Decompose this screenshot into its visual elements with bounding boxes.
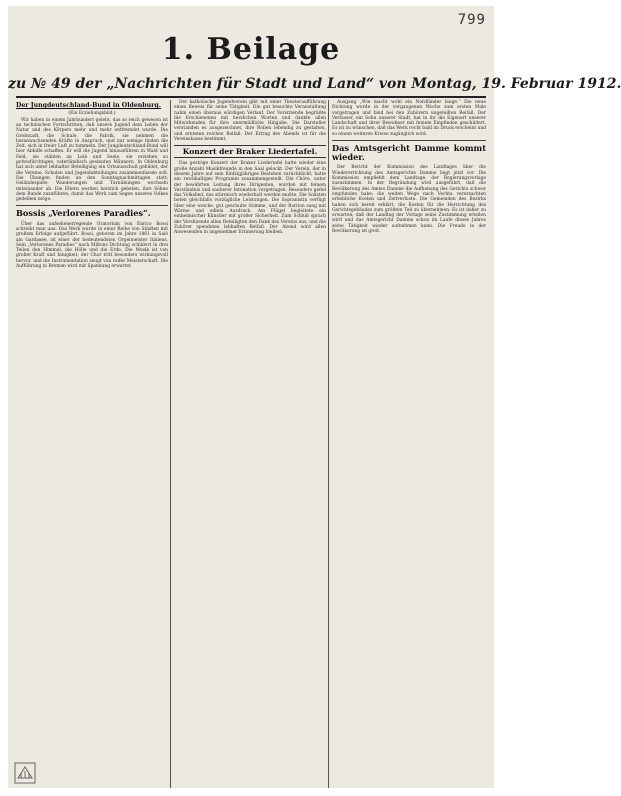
article-body-jugendverein: Der katholische Jugendverein gibt mit einer Theateraufführung einen Beweis für seine Tätigkeit. Die gut besuchte Veranstaltung nahm einen überaus würdigen Verlauf. Der Vorsitzende begrüßte die Erschienenen mit herzlichen Worten und dankte allen Mitwirkenden für ihre unermüdliche Hingabe. Die Darsteller verstanden es ausgezeichnet, ihre Rollen lebendig zu gestalten, und ernteten reichen Beifall. Der Ertrag des Abends ist für die Vereinskasse bestimmt.	[174, 100, 326, 143]
title-rule	[16, 96, 486, 98]
page-subtitle: zu № 49 der „Nachrichten für Stadt und Land“ von Montag, 19. Februar 1912.	[8, 76, 621, 92]
article-divider	[16, 205, 168, 206]
article-body-amtsgericht: Der Bericht der Kommission des Landtages über die Wiedererrichtung des Amtsgerichts Damme liegt jetzt vor. Die Kommission empfiehlt dem Landtage, der Regierungsvorlage zuzustimmen. In der Begründung wird ausgeführt, daß die Bevölkerung des Amtes Damme die Aufhebung des Gerichts schwer empfunden habe; die weiten Wege nach Vechta verursachten erhebliche Kosten und Zeitverluste. Die Gemeinden des Bezirks haben sich bereit erklärt, die Kosten für die Herrichtung des Gerichtsgebäudes zum größten Teil zu übernehmen. Es ist daher zu erwarten, daß der Landtag der Vorlage seine Zustimmung erteilen wird und das Amtsgericht Damme schon im Laufe dieses Jahres seine Tätigkeit wieder aufnehmen kann. Die Freude in der Bevölkerung ist groß.	[332, 165, 486, 235]
column-left	[16, 100, 168, 788]
article-body-bossi: Über das aufsehenerregende Oratorium von Enrico Bossi schreibt man uns: Das Werk wurde in einer Reihe von Städten mit großem Erfolge aufgeführt. Bossi, geboren im Jahre 1861 in Salò am Gardasee, ist einer der bedeutendsten Orgelmeister Italiens. Sein „Verlorenes Paradies“ nach Miltons Dichtung schildert in drei Teilen den Himmel, die Hölle und die Erde. Die Musik ist von großer Kraft und Innigkeit; der Chor tritt besonders wirkungsvoll hervor, und die Instrumentation zeugt von reifer Meisterschaft. Die Aufführung in Bremen wird mit Spannung erwartet.	[16, 221, 168, 270]
library-stamp-icon	[14, 762, 36, 784]
page-number: 799	[457, 12, 486, 28]
column-separator	[170, 100, 171, 788]
article-body-dichtung: Ausgang „Wie macht wohl ein Nordländer lange.“ Die neue Dichtung wurde in der vergangenen Woche zum ersten Male vorgetragen und fand bei den Zuhörern ungeteilten Beifall. Der Verfasser, ein Sohn unserer Stadt, hat in ihr die Eigenart unserer Landschaft und ihrer Bewohner mit feinem Empfinden geschildert. Es ist zu wünschen, daß das Werk recht bald im Druck erscheint und so einem weiteren Kreise zugänglich wird.	[332, 100, 486, 137]
article-heading-jungdeutschland: Der Jungdeutschland-Bund in Oldenburg.	[16, 102, 161, 109]
article-heading-amtsgericht: Das Amtsgericht Damme kommt wieder.	[332, 143, 486, 163]
article-divider	[332, 140, 486, 141]
article-heading-liedertafel: Konzert der Braker Liedertafel.	[174, 145, 326, 158]
column-separator	[328, 100, 329, 788]
article-body-liedertafel: Das gestrige Konzert der Braker Liedertafel hatte wieder eine große Anzahl Musikfreunde in den Saal gelockt. Der Verein, der in diesem Jahre auf sein fünfzigjähriges Bestehen zurückblickt, hatte ein reichhaltiges Programm zusammengestellt. Die Chöre, unter der bewährten Leitung ihres Dirigenten, wurden mit feinem Verständnis und sauberer Intonation vorgetragen. Besonders gefiel das Volkslied, das stürmisch wiederholt werden mußte. Die Solisten boten gleichfalls vorzügliche Leistungen. Die Sopranistin verfügt über eine weiche, gut geschulte Stimme, und der Bariton sang mit Wärme und edlem Ausdruck. Am Flügel begleitete ein einheimischer Künstler mit großer Sicherheit. Zum Schluß sprach der Vorsitzende allen Beteiligten den Dank des Vereins aus, und die Zuhörer spendeten lebhaften Beifall. Der Abend wird allen Anwesenden in angenehmer Erinnerung bleiben.	[174, 161, 326, 236]
newspaper-page	[8, 6, 621, 788]
column-right	[332, 100, 486, 788]
article-heading-note: (Ein Erziehungsbild.)	[68, 111, 116, 117]
article-heading-bossi: Bossis „Verlorenes Paradies“.	[16, 208, 151, 219]
column-middle	[174, 100, 326, 788]
page-title: 1. Beilage	[161, 32, 341, 67]
article-body-jungdeutschland: Wir haben in einem Jahrhundert gelebt, das so reich gewesen ist an technischen Fortschritten, daß unsere Jugend dem Leben der Natur und des Körpers mehr und mehr entfremdet wurde. Die Großstadt, die Schule, die Fabrik, sie nehmen die heranwachsenden Kräfte in Anspruch, und nur wenige finden die Zeit, sich in freier Luft zu tummeln. Der Jungdeutschland-Bund will hier Abhilfe schaffen. Er will die Jugend hinausführen in Wald und Feld, sie stählen an Leib und Seele, sie erziehen zu gottesfürchtigen, vaterländisch gesinnten Männern. In Oldenburg hat sich unter lebhafter Beteiligung ein Ortsausschuß gebildet, der die Vereine, Schulen und Jugendabteilungen zusammenfassen soll. Die Übungen finden an den Sonntagnachmittagen statt; Geländespiele, Wanderungen und Turnübungen wechseln miteinander ab. Die Eltern werden herzlich gebeten, ihre Söhne dem Bunde zuzuführen, damit das Werk zum Segen unseres Volkes gedeihen möge.	[16, 117, 168, 203]
